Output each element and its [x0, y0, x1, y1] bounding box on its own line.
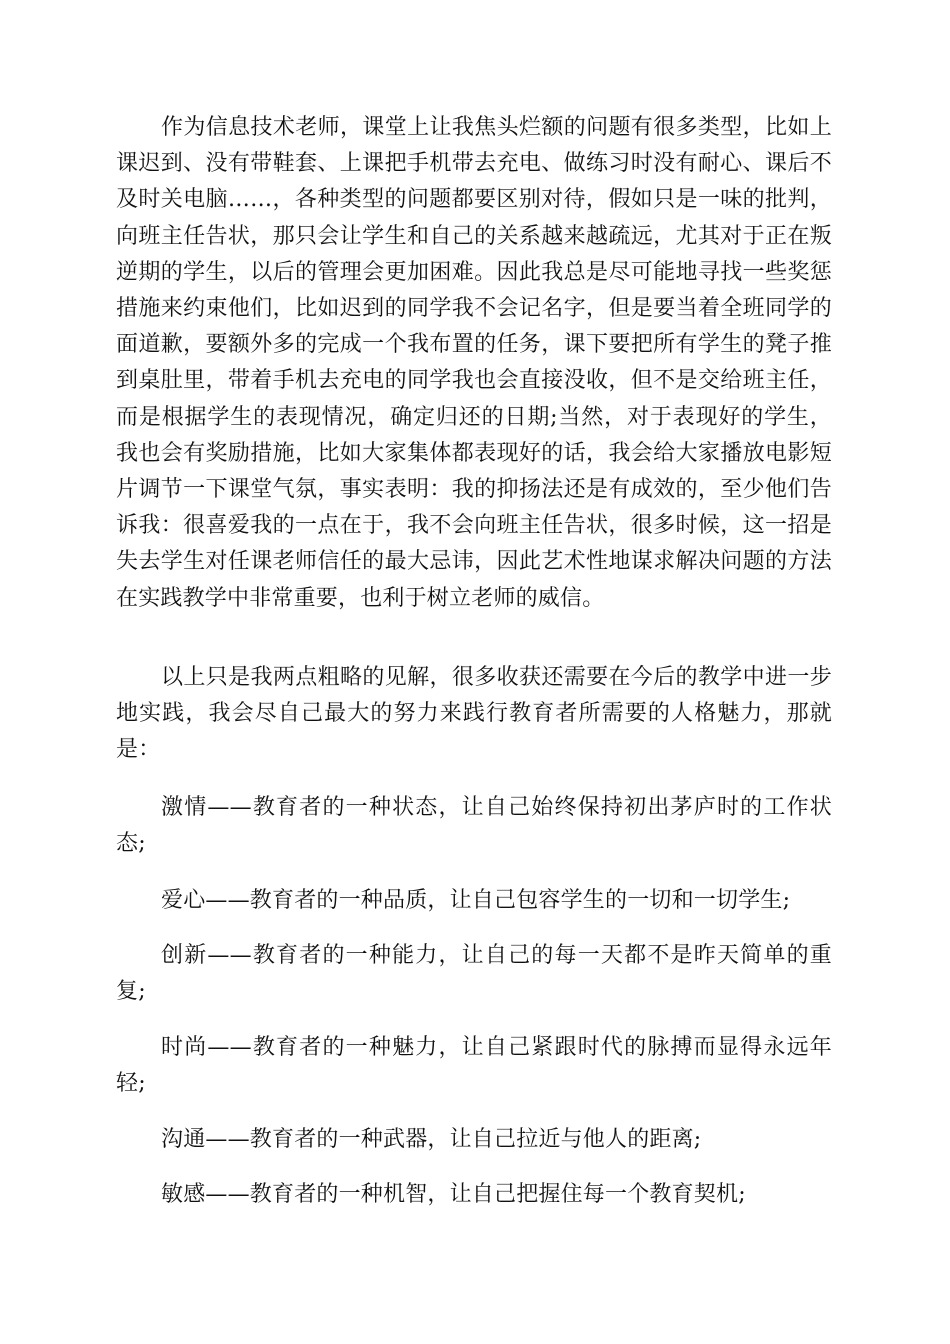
paragraph-communication: 沟通——教育者的一种武器，让自己拉近与他人的距离; — [161, 1127, 702, 1152]
paragraph-fashion: 时尚——教育者的一种魅力，让自己紧跟时代的脉搏而显得永远年轻; — [116, 1035, 832, 1097]
paragraph-classroom-discipline: 作为信息技术老师，课堂上让我焦头烂额的问题有很多类型，比如上课迟到、没有带鞋套、上课把手机带去充电、做练习时没有耐心、课后不及时关电脑……，各种类型的问题都要区别对待，假如只是一味的批判，向班主任告状，那只会让学生和自己的关系越来越疏远，尤其对于正在叛逆期的学生，以后的管理会更加困难。因此我总是尽可能地寻找一些奖惩措施来约束他们，比如迟到的同学我不会记名字，但是要当着全班同学的面道歉，要额外多的完成一个我布置的任务，课下要把所有学生的凳子推到桌肚里，带着手机去充电的同学我也会直接没收，但不是交给班主任，而是根据学生的表现情况，确定归还的日期;当然，对于表现好的学生，我也会有奖励措施，比如大家集体都表现好的话，我会给大家播放电影短片调节一下课堂气氛，事实表明：我的抑扬法还是有成效的，至少他们告诉我：很喜爱我的一点在于，我不会向班主任告状，很多时候，这一招是失去学生对任课老师信任的最大忌讳，因此艺术性地谋求解决问题的方法在实践教学中非常重要，也利于树立老师的威信。 — [116, 115, 832, 611]
paragraph-innovation: 创新——教育者的一种能力，让自己的每一天都不是昨天简单的重复; — [116, 943, 832, 1005]
paragraph-love: 爱心——教育者的一种品质，让自己包容学生的一切和一切学生; — [161, 888, 791, 913]
paragraph-conclusion: 以上只是我两点粗略的见解，很多收获还需要在今后的教学中进一步地实践，我会尽自己最大的努力来践行教育者所需要的人格魅力，那就是： — [116, 665, 832, 763]
paragraph-sensitivity: 敏感——教育者的一种机智，让自己把握住每一个教育契机; — [161, 1182, 746, 1207]
paragraph-passion: 激情——教育者的一种状态，让自己始终保持初出茅庐时的工作状态; — [116, 795, 832, 857]
